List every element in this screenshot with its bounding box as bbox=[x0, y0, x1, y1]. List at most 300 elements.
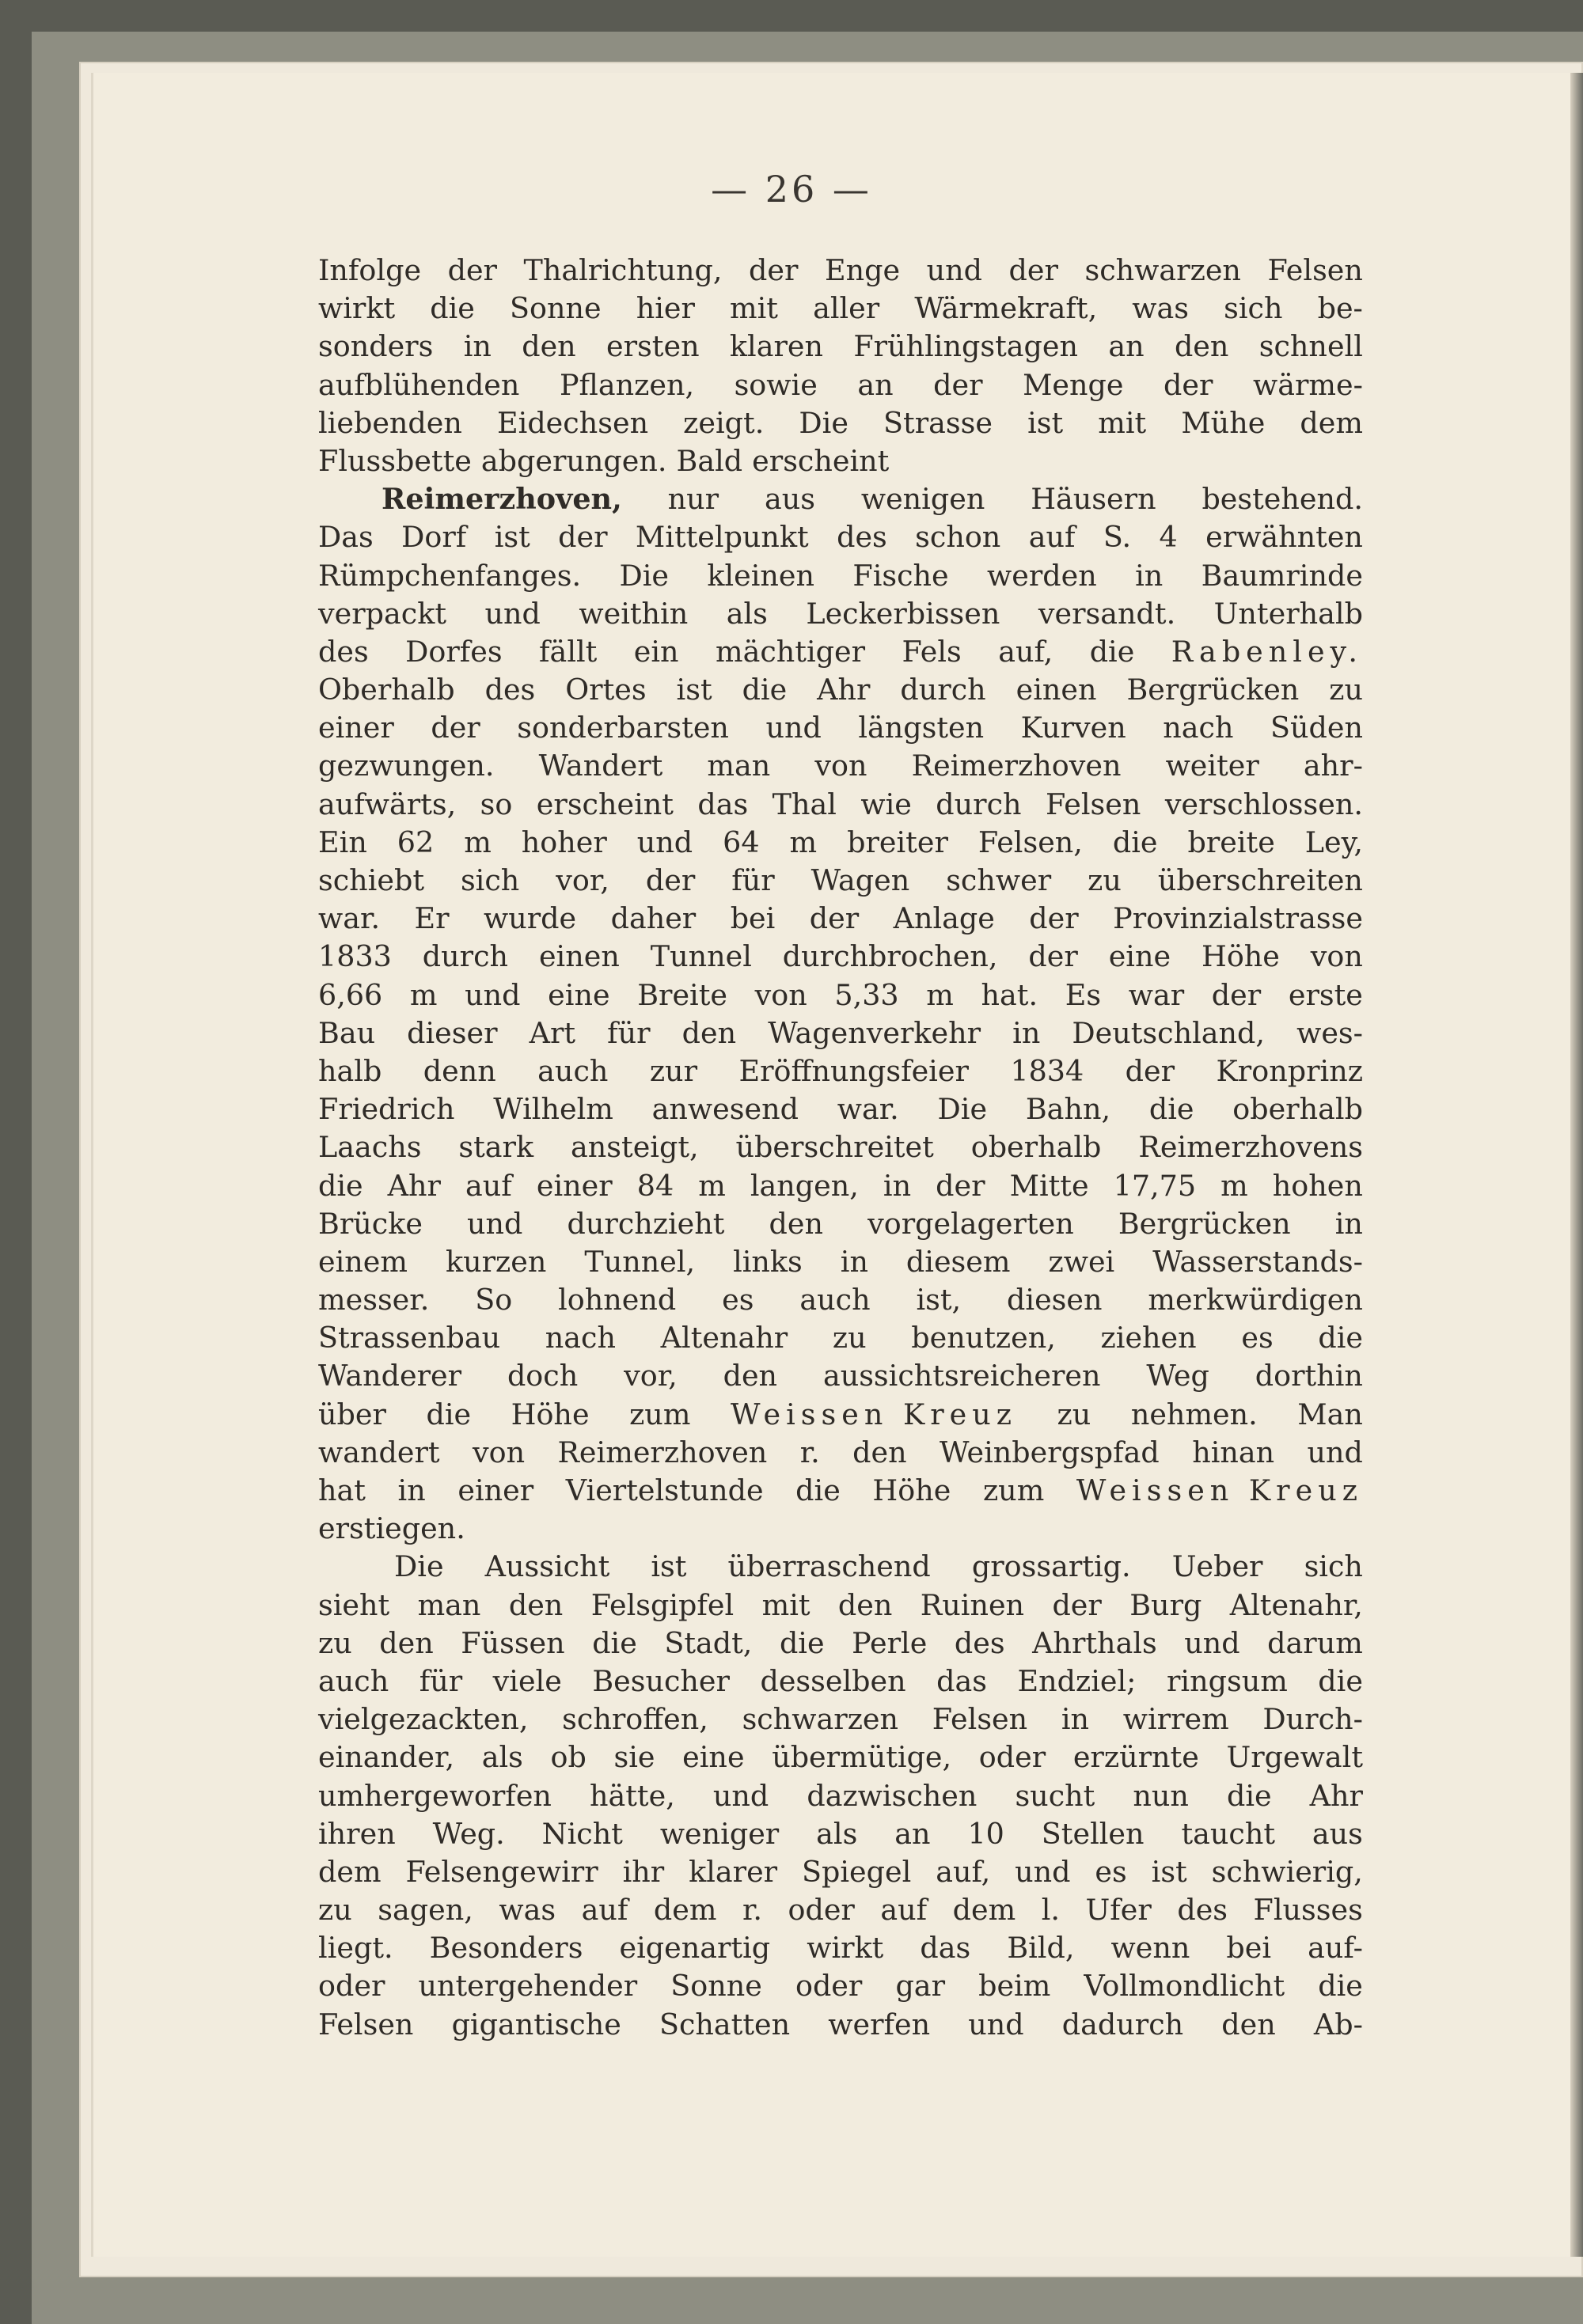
word: sowie bbox=[734, 367, 818, 402]
word: auf bbox=[1028, 520, 1076, 555]
word: durchzieht bbox=[567, 1206, 725, 1241]
word: sich bbox=[1304, 1549, 1363, 1584]
text-line bbox=[318, 366, 1363, 404]
word: Spiegel bbox=[802, 1854, 912, 1889]
word: von bbox=[814, 749, 867, 783]
word: erzürnte bbox=[1072, 1740, 1199, 1775]
text-line bbox=[318, 1396, 1363, 1434]
word: der bbox=[1029, 901, 1079, 936]
text-line bbox=[318, 1090, 1363, 1128]
word: r. bbox=[742, 1893, 762, 1928]
word: Menge bbox=[1023, 367, 1124, 402]
word: so bbox=[480, 787, 513, 821]
word: hoher bbox=[521, 825, 607, 859]
word: in bbox=[1334, 1206, 1363, 1241]
text-line bbox=[318, 1738, 1363, 1776]
word: Enge bbox=[824, 253, 901, 287]
word: schiebt bbox=[318, 863, 424, 897]
body-text bbox=[318, 252, 1363, 2044]
word: an bbox=[857, 367, 894, 402]
text-line bbox=[318, 442, 1363, 480]
word: einem bbox=[318, 1244, 408, 1279]
word: nur bbox=[667, 482, 719, 517]
word: Deutschland, bbox=[1072, 1015, 1266, 1050]
word: der bbox=[933, 367, 983, 402]
word: es bbox=[1095, 1854, 1127, 1889]
word: stark bbox=[458, 1130, 534, 1165]
word: war bbox=[1128, 977, 1185, 1012]
word: Er bbox=[414, 901, 450, 936]
text-line bbox=[318, 1777, 1363, 1815]
word: Altenahr, bbox=[1229, 1587, 1363, 1622]
word: durch bbox=[422, 939, 509, 974]
word: einer bbox=[318, 711, 394, 745]
word: dazwischen bbox=[807, 1778, 978, 1813]
word: auf bbox=[581, 1893, 628, 1928]
text-line bbox=[318, 1891, 1363, 1929]
word: denn bbox=[423, 1053, 496, 1088]
word: den bbox=[508, 1587, 564, 1622]
word: Eröffnungsfeier bbox=[738, 1053, 969, 1088]
word: diesem bbox=[905, 1244, 1011, 1279]
word: Sonne bbox=[670, 1969, 762, 2004]
text-line bbox=[318, 1319, 1363, 1357]
word: klaren bbox=[729, 329, 824, 364]
word: in bbox=[840, 1244, 868, 1279]
text-line bbox=[318, 862, 1363, 900]
word: Ruinen bbox=[920, 1587, 1025, 1622]
word: Tunnel, bbox=[584, 1244, 696, 1279]
text-line bbox=[318, 671, 1363, 709]
word: Felsgipfel bbox=[590, 1587, 735, 1622]
word: durch bbox=[900, 673, 986, 707]
word: ihr bbox=[622, 1854, 665, 1889]
word: l. bbox=[1041, 1893, 1061, 1928]
text-line bbox=[318, 595, 1363, 633]
word: ziehen bbox=[1100, 1321, 1197, 1355]
word: die bbox=[795, 1473, 841, 1507]
word: überschreiten bbox=[1157, 863, 1363, 897]
word: mit bbox=[1098, 405, 1147, 440]
word: Füssen bbox=[461, 1625, 565, 1660]
word: die bbox=[1318, 1969, 1363, 2004]
word: der bbox=[1052, 1587, 1102, 1622]
word: viele bbox=[492, 1663, 562, 1698]
word: verpackt bbox=[318, 596, 447, 631]
word: Strasse bbox=[883, 405, 993, 440]
word: verschlossen. bbox=[1164, 787, 1363, 821]
text-line bbox=[318, 1052, 1363, 1090]
word: als bbox=[816, 1816, 858, 1851]
word: doch bbox=[507, 1359, 579, 1393]
word: die bbox=[426, 1397, 472, 1431]
word: Breite bbox=[637, 977, 728, 1012]
word: das bbox=[697, 787, 749, 821]
text-line bbox=[318, 1662, 1363, 1700]
word: in bbox=[1012, 1015, 1041, 1050]
word: kurzen bbox=[445, 1244, 547, 1279]
word: desselben bbox=[760, 1663, 906, 1698]
word: Perle bbox=[852, 1625, 928, 1660]
word: 64 bbox=[723, 825, 760, 859]
word: der bbox=[1028, 939, 1078, 974]
word: von bbox=[754, 977, 807, 1012]
word: darum bbox=[1267, 1625, 1363, 1660]
word: Rümpchenfanges. bbox=[318, 558, 582, 593]
text-line bbox=[318, 900, 1363, 938]
word: und bbox=[926, 253, 983, 287]
word: ist bbox=[1151, 1854, 1187, 1889]
word: einer bbox=[457, 1473, 534, 1507]
word: die bbox=[1089, 634, 1135, 669]
word: der bbox=[936, 1168, 985, 1203]
word: wirkt bbox=[318, 291, 396, 326]
word: man bbox=[707, 749, 771, 783]
word: zur bbox=[649, 1053, 698, 1088]
text-line bbox=[318, 1625, 1363, 1662]
word: den bbox=[769, 1206, 824, 1241]
word: Die bbox=[799, 405, 848, 440]
word: Wilhelm bbox=[493, 1092, 613, 1127]
word: zu bbox=[1088, 863, 1122, 897]
word: sieht bbox=[318, 1587, 390, 1622]
word: sich bbox=[1224, 291, 1283, 326]
word: dadurch bbox=[1061, 2007, 1184, 2042]
word: Ahr bbox=[817, 673, 871, 707]
text-line bbox=[318, 1472, 1363, 1510]
word: Flussbette bbox=[318, 443, 472, 478]
word: anwesend bbox=[651, 1092, 799, 1127]
word: den bbox=[681, 1015, 737, 1050]
word: das bbox=[936, 1663, 987, 1698]
word: als bbox=[726, 596, 768, 631]
word: oberhalb bbox=[1232, 1092, 1363, 1127]
page-number: — 26 — bbox=[711, 168, 872, 210]
word: Fische bbox=[852, 558, 949, 593]
word: Rabenley. bbox=[1171, 634, 1363, 669]
word: Laachs bbox=[318, 1130, 422, 1165]
word: auch bbox=[799, 1283, 871, 1317]
word: zum bbox=[629, 1397, 691, 1431]
word: Burg bbox=[1129, 1587, 1202, 1622]
word: des bbox=[954, 1625, 1005, 1660]
word: eine bbox=[548, 977, 610, 1012]
word: mächtiger bbox=[715, 634, 866, 669]
word: gigantische bbox=[451, 2007, 621, 2042]
word: der bbox=[809, 901, 860, 936]
word: Wärmekraft, bbox=[914, 291, 1098, 326]
word: eine bbox=[682, 1740, 745, 1775]
word: Pflanzen, bbox=[559, 367, 695, 402]
word: zu bbox=[1329, 673, 1363, 707]
word: der bbox=[749, 253, 799, 287]
word: Weinbergspfad bbox=[939, 1435, 1160, 1469]
word: wes- bbox=[1296, 1015, 1363, 1050]
word: breite bbox=[1187, 825, 1275, 859]
word: Ley, bbox=[1304, 825, 1363, 859]
word: sagen, bbox=[378, 1893, 473, 1928]
word: beim bbox=[978, 1969, 1051, 2004]
word: schon bbox=[915, 520, 1001, 555]
word: vor, bbox=[624, 1359, 678, 1393]
word: bei bbox=[1226, 1931, 1272, 1966]
word: der bbox=[447, 253, 497, 287]
word: Durch- bbox=[1262, 1702, 1363, 1737]
word: die bbox=[318, 1168, 363, 1203]
word: die bbox=[1148, 1092, 1194, 1127]
word: Wasserstands- bbox=[1152, 1244, 1363, 1279]
word: durchbrochen, bbox=[782, 939, 998, 974]
word: schwarzen bbox=[742, 1702, 899, 1737]
word: des bbox=[318, 634, 369, 669]
word: die bbox=[742, 673, 788, 707]
word: Ein bbox=[318, 825, 367, 859]
word: und bbox=[968, 2007, 1024, 2042]
word: als bbox=[481, 1740, 523, 1775]
word: m bbox=[409, 977, 438, 1012]
word: was bbox=[1132, 291, 1190, 326]
word: die bbox=[779, 1625, 825, 1660]
word: an bbox=[894, 1816, 931, 1851]
word: und bbox=[484, 596, 541, 631]
word: versandt. bbox=[1038, 596, 1176, 631]
text-line bbox=[318, 709, 1363, 747]
word: weithin bbox=[579, 596, 689, 631]
word: dem bbox=[1300, 405, 1363, 440]
word: überraschend bbox=[727, 1549, 931, 1584]
word: war. bbox=[318, 901, 381, 936]
word: an bbox=[1108, 329, 1145, 364]
word: den bbox=[1174, 329, 1229, 364]
word: der bbox=[431, 711, 480, 745]
word: ringsum bbox=[1166, 1663, 1288, 1698]
word: der bbox=[1008, 253, 1058, 287]
word: überschreitet bbox=[735, 1130, 934, 1165]
word: m bbox=[1220, 1168, 1248, 1203]
word: hat bbox=[318, 1473, 366, 1507]
text-line bbox=[318, 786, 1363, 824]
word: umhergeworfen bbox=[318, 1778, 552, 1813]
word: Nicht bbox=[541, 1816, 623, 1851]
word: der bbox=[645, 863, 696, 897]
text-line bbox=[318, 557, 1363, 595]
word: eigenartig bbox=[619, 1931, 771, 1966]
word: Dorfes bbox=[405, 634, 503, 669]
word: ersten bbox=[606, 329, 700, 364]
word: die bbox=[1112, 825, 1158, 859]
word: oder bbox=[978, 1740, 1046, 1775]
word: Stadt, bbox=[664, 1625, 753, 1660]
word: zu bbox=[1057, 1397, 1091, 1431]
word: Stellen bbox=[1041, 1816, 1145, 1851]
word: vorgelagerten bbox=[867, 1206, 1074, 1241]
word: Bahn, bbox=[1025, 1092, 1111, 1127]
word: wenigen bbox=[860, 482, 985, 517]
word: Felsen bbox=[932, 1702, 1028, 1737]
word: hohen bbox=[1272, 1168, 1363, 1203]
word: den bbox=[1221, 2007, 1276, 2042]
word: liebenden bbox=[318, 405, 462, 440]
word: gar bbox=[895, 1969, 946, 2004]
word: Wagen bbox=[810, 863, 910, 897]
word: hätte, bbox=[590, 1778, 675, 1813]
word: übermütige, bbox=[772, 1740, 952, 1775]
text-line bbox=[318, 328, 1363, 366]
word: Ortes bbox=[565, 673, 647, 707]
word: den bbox=[852, 1435, 907, 1469]
word: langen, bbox=[750, 1168, 859, 1203]
word: wenn bbox=[1110, 1931, 1190, 1966]
text-line bbox=[318, 1357, 1363, 1395]
word: halb bbox=[318, 1053, 382, 1088]
text-line bbox=[318, 1815, 1363, 1853]
word: mit bbox=[730, 291, 778, 326]
word: erste bbox=[1288, 977, 1363, 1012]
word: abgerungen. bbox=[480, 443, 667, 478]
text-line bbox=[318, 976, 1363, 1014]
word: und bbox=[465, 977, 521, 1012]
word: das bbox=[920, 1931, 971, 1966]
word: Schatten bbox=[659, 2007, 791, 2042]
word: dem bbox=[653, 1893, 717, 1928]
word: es bbox=[1241, 1321, 1274, 1355]
word: bestehend. bbox=[1201, 482, 1363, 517]
word: Die bbox=[937, 1092, 988, 1127]
word: den bbox=[837, 1587, 893, 1622]
word: man bbox=[417, 1587, 481, 1622]
word: Dorf bbox=[401, 520, 467, 555]
word: zu bbox=[318, 1625, 352, 1660]
word: Besonders bbox=[429, 1931, 583, 1966]
word: erscheint bbox=[536, 787, 674, 821]
word: und bbox=[467, 1206, 523, 1241]
word: Thal bbox=[772, 787, 837, 821]
word: Felsen bbox=[1045, 787, 1141, 821]
word: Mitte bbox=[1009, 1168, 1089, 1203]
word: links bbox=[733, 1244, 803, 1279]
word: Höhe bbox=[511, 1397, 590, 1431]
word: oberhalb bbox=[970, 1130, 1102, 1165]
word: weniger bbox=[659, 1816, 780, 1851]
word: der bbox=[558, 520, 608, 555]
word: Aussicht bbox=[484, 1549, 610, 1584]
word: ist bbox=[676, 673, 712, 707]
word: 10 bbox=[967, 1816, 1004, 1851]
gutter-shadow bbox=[1570, 73, 1583, 2257]
word: ein bbox=[633, 634, 679, 669]
word: m bbox=[926, 977, 954, 1012]
word: m bbox=[464, 825, 492, 859]
word: liegt. bbox=[318, 1931, 393, 1966]
word: nach bbox=[1163, 711, 1234, 745]
word: einen bbox=[538, 939, 620, 974]
word: Provinzialstrasse bbox=[1113, 901, 1363, 936]
text-line bbox=[318, 480, 1363, 518]
word: Kurven bbox=[1020, 711, 1126, 745]
word: 4 bbox=[1159, 520, 1178, 555]
word: und bbox=[765, 711, 822, 745]
word: die bbox=[1226, 1778, 1272, 1813]
word: Endziel; bbox=[1017, 1663, 1137, 1698]
word: Eidechsen bbox=[497, 405, 649, 440]
word: und bbox=[1307, 1435, 1363, 1469]
word: Vollmondlicht bbox=[1084, 1969, 1285, 2004]
word: Fels bbox=[902, 634, 962, 669]
word: schroffen, bbox=[562, 1702, 708, 1737]
word: Bild, bbox=[1007, 1931, 1075, 1966]
word: auf bbox=[465, 1168, 512, 1203]
word: aus bbox=[1312, 1816, 1363, 1851]
word: den bbox=[723, 1359, 778, 1393]
word: 84 bbox=[636, 1168, 674, 1203]
word: den bbox=[522, 329, 576, 364]
word: Wandert bbox=[538, 749, 663, 783]
word: erscheint bbox=[752, 443, 890, 478]
text-line bbox=[318, 1205, 1363, 1243]
word: aussichtsreicheren bbox=[822, 1359, 1101, 1393]
word: dem bbox=[952, 1893, 1016, 1928]
word: Ahrthals bbox=[1032, 1625, 1157, 1660]
word: längsten bbox=[858, 711, 985, 745]
word: Die bbox=[619, 558, 669, 593]
word: 1833 bbox=[318, 939, 392, 974]
text-line bbox=[318, 1587, 1363, 1625]
word: eine bbox=[1108, 939, 1171, 974]
word: m bbox=[789, 825, 818, 859]
word: weiter bbox=[1165, 749, 1259, 783]
word: für bbox=[419, 1663, 463, 1698]
word: Felsen bbox=[318, 2007, 414, 2042]
word: Bald bbox=[676, 443, 743, 478]
word: diesen bbox=[1007, 1283, 1103, 1317]
word: Weissen Kreuz bbox=[1076, 1473, 1363, 1507]
word: 6,66 bbox=[318, 977, 383, 1012]
text-line bbox=[318, 1014, 1363, 1052]
word: Oberhalb bbox=[318, 673, 455, 707]
word: auf- bbox=[1308, 1931, 1363, 1966]
text-line bbox=[318, 938, 1363, 976]
word: 17,75 bbox=[1113, 1168, 1197, 1203]
word: Bergrücken bbox=[1118, 1206, 1291, 1241]
word: auf, bbox=[998, 634, 1053, 669]
text-line bbox=[318, 252, 1363, 290]
word: sich bbox=[460, 863, 520, 897]
word: Weg. bbox=[432, 1816, 505, 1851]
word: hier bbox=[636, 291, 695, 326]
word: und bbox=[636, 825, 693, 859]
word: ist bbox=[1027, 405, 1064, 440]
word: Reimerzhoven bbox=[911, 749, 1122, 783]
word: sonderbarsten bbox=[517, 711, 729, 745]
word: oder bbox=[795, 1969, 863, 2004]
word: benutzen, bbox=[911, 1321, 1056, 1355]
word: und bbox=[712, 1778, 769, 1813]
text-line bbox=[318, 1128, 1363, 1166]
word: wirrem bbox=[1122, 1702, 1229, 1737]
word: werfen bbox=[828, 2007, 931, 2042]
word: in bbox=[883, 1168, 912, 1203]
word: Art bbox=[529, 1015, 576, 1050]
word: Tunnel bbox=[650, 939, 752, 974]
word: den bbox=[379, 1625, 434, 1660]
text-line bbox=[318, 2006, 1363, 2044]
word: in bbox=[1061, 1702, 1090, 1737]
word: der bbox=[1164, 367, 1213, 402]
word: der bbox=[1211, 977, 1262, 1012]
word: nehmen. bbox=[1130, 1397, 1258, 1431]
word: r. bbox=[799, 1435, 820, 1469]
word: für bbox=[731, 863, 775, 897]
